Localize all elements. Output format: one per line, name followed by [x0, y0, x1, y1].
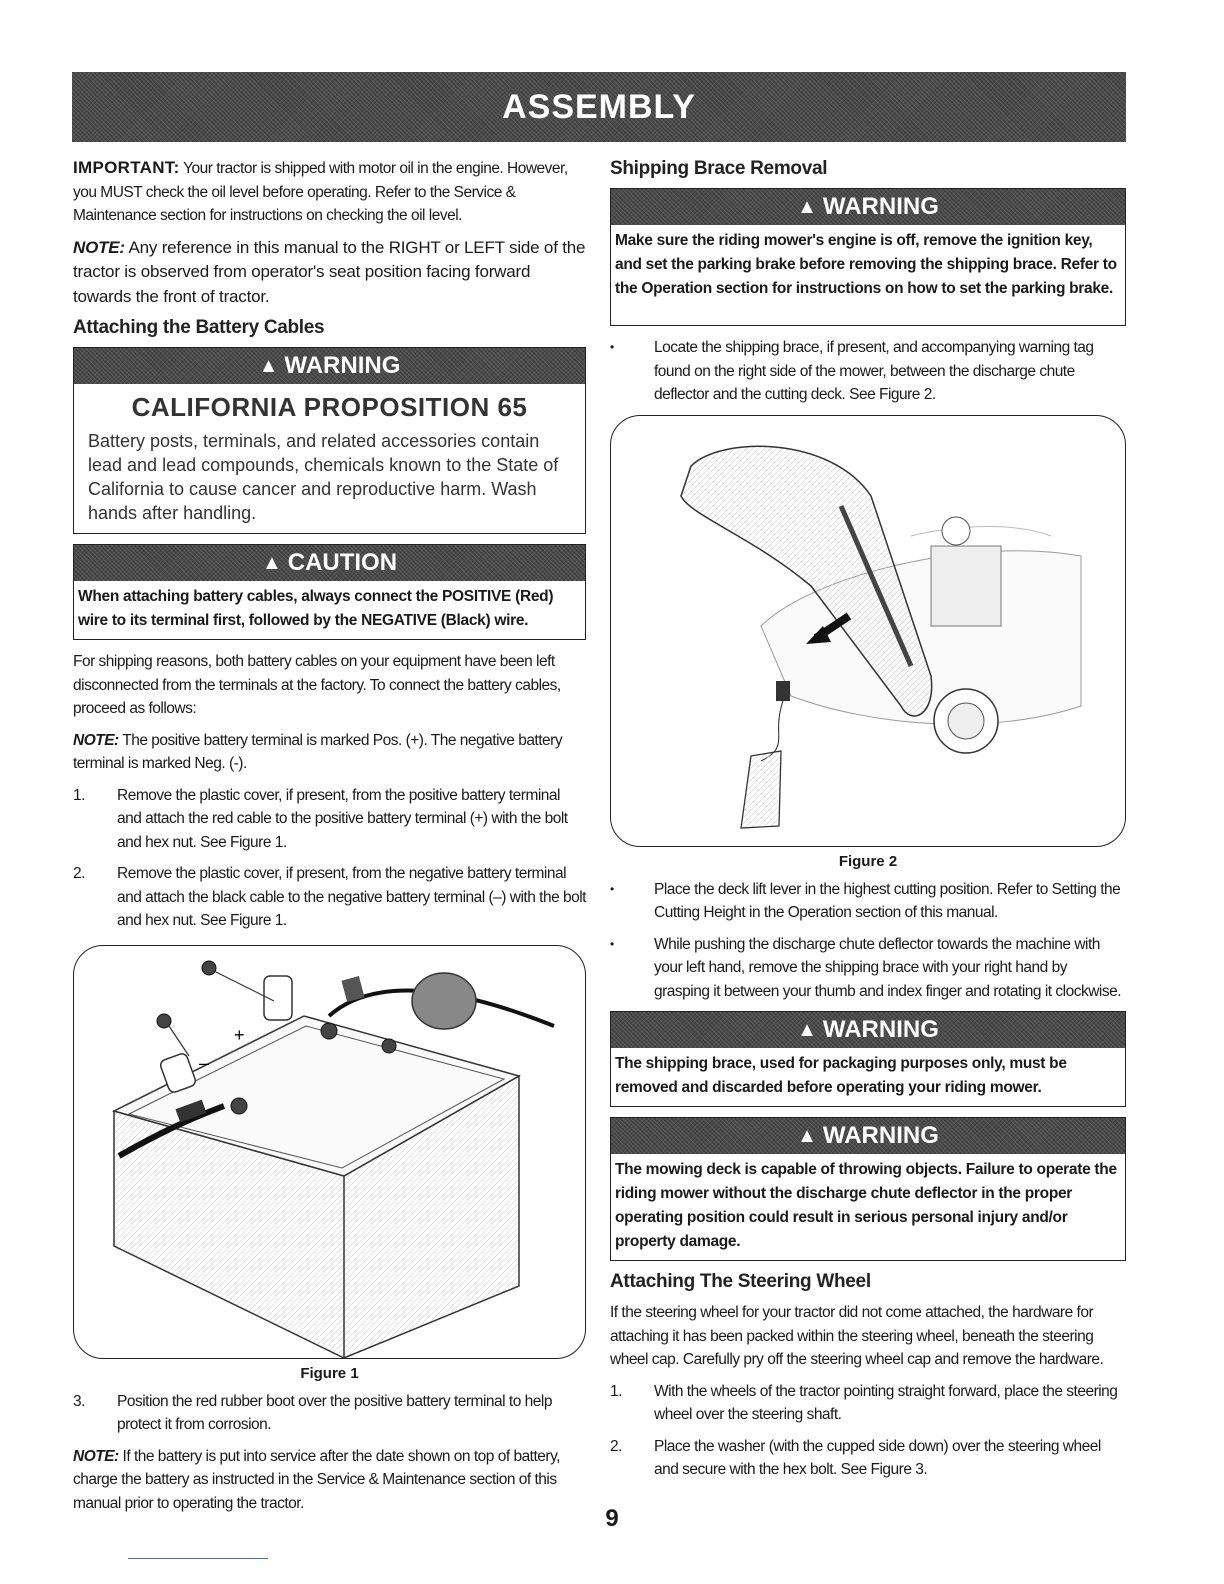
- battery-steps-list: [73, 784, 586, 933]
- prop65-warning-box: [73, 347, 586, 534]
- step-text: Remove the plastic cover, if present, from the negative battery terminal and attach the black cable to the negative battery terminal (–) with the bolt and hex nut. See Figure 1.: [117, 865, 586, 929]
- warning-label: WARNING: [822, 193, 939, 220]
- step-text: With the wheels of the tractor pointing straight forward, place the steering wheel over the steering shaft.: [654, 1382, 1118, 1423]
- left-column: [73, 156, 586, 1523]
- warning-header: [611, 189, 1125, 225]
- note-text: Any reference in this manual to the RIGHT or LEFT side of the tractor is observed from operator's seat position facing forward towards the front of tractor.: [73, 237, 586, 306]
- mower-illustration: [611, 416, 1123, 846]
- section-banner: [72, 72, 1126, 142]
- warning-text: Make sure the riding mower's engine is off, remove the ignition key, and set the parking brake before removing the shipping brace. Refer to the Operation section for instructions on how to set the parking brake.: [615, 232, 1117, 297]
- warning-triangle-icon: ▲: [797, 1124, 817, 1147]
- warning-box-brake: [610, 188, 1126, 326]
- step-number: 3.: [73, 1392, 85, 1410]
- list-item: [610, 1380, 1126, 1427]
- shipping-brace-heading: Shipping Brace Removal: [610, 158, 828, 179]
- step-number: 2.: [610, 1437, 622, 1455]
- battery-heading: Attaching the Battery Cables: [73, 317, 325, 338]
- caution-label: CAUTION: [287, 549, 398, 576]
- page-title: ASSEMBLY: [502, 87, 696, 126]
- terminal-note-paragraph: [73, 729, 586, 776]
- warning-triangle-icon: ▲: [797, 195, 817, 218]
- step-number: 1.: [610, 1382, 622, 1400]
- prop65-warning-header: [74, 348, 585, 384]
- list-item: [73, 862, 586, 933]
- note-label: NOTE:: [73, 1447, 119, 1465]
- list-item: • While pushing the discharge chute deflector towards the machine with your left hand, remove the shipping brace with your right hand by grasping it between your thumb and index finger and rotating it clockwise.: [610, 933, 1126, 1004]
- important-paragraph: [73, 156, 586, 228]
- steering-intro: If the steering wheel for your tractor did not come attached, the hardware for attaching it has been packed within the steering wheel, beneath the steering wheel cap. Carefully pry off the steering wheel cap and remove the hardware.: [610, 1304, 1104, 1368]
- warning-box-brace: [610, 1011, 1126, 1107]
- shipping-bullets-1: [610, 336, 1126, 407]
- step-text: Remove the plastic cover, if present, from the positive battery terminal and attach the red cable to the positive battery terminal (+) with the bolt and hex nut. See Figure 1.: [117, 786, 568, 851]
- note-label: NOTE:: [73, 731, 119, 749]
- battery-step-3-list: [73, 1390, 586, 1437]
- warning-box-deck: [610, 1117, 1126, 1261]
- list-item: • Place the deck lift lever in the highest cutting position. Refer to Setting the Cutting Height in the Operation section of this manual.: [610, 878, 1126, 925]
- shipping-bullets-2: [610, 878, 1126, 1004]
- figure-1-minus-label: –: [199, 1052, 210, 1073]
- warning-label: WARNING: [822, 1122, 939, 1149]
- step-text: Place the washer (with the cupped side down) over the steering wheel and secure with the hex bolt. See Figure 3.: [654, 1437, 1101, 1478]
- warning-text: The shipping brace, used for packaging purposes only, must be removed and discarded before operating your riding mower.: [615, 1055, 1067, 1096]
- prop65-title: CALIFORNIA PROPOSITION 65: [131, 392, 528, 422]
- note-text: The positive battery terminal is marked Pos. (+). The negative battery terminal is marked Neg. (-).: [73, 731, 563, 772]
- footer-rule: [128, 1558, 268, 1559]
- note-text: If the battery is put into service after the date shown on top of battery, charge the battery as instructed in the Service & Maintenance section of this manual prior to operating the tractor.: [73, 1447, 560, 1512]
- note-label: NOTE:: [73, 237, 125, 257]
- caution-header: [74, 545, 585, 581]
- list-item: [73, 1390, 586, 1437]
- warning-header: [611, 1012, 1125, 1048]
- prop65-text: Battery posts, terminals, and related accessories contain lead and lead compounds, chemicals known to the State of California to cause cancer and reproductive harm. Wash hands after handling.: [88, 431, 559, 523]
- battery-illustration: [74, 946, 584, 1358]
- figure-1-battery: [73, 945, 586, 1359]
- figure-2-mower: [610, 415, 1126, 847]
- page-number: 9: [605, 1505, 619, 1532]
- warning-header: [611, 1118, 1125, 1154]
- list-item: [610, 1435, 1126, 1482]
- steering-steps-list: [610, 1380, 1126, 1482]
- shipping-reasons-paragraph: For shipping reasons, both battery cables on your equipment have been left disconnected from the terminals at the factory. To connect the battery cables, proceed as follows:: [73, 653, 561, 717]
- warning-text: The mowing deck is capable of throwing objects. Failure to operate the riding mower without the discharge chute deflector in the proper operating position could result in serious personal injury and/or property damage.: [615, 1161, 1117, 1250]
- figure-1-plus-label: +: [234, 1024, 245, 1045]
- steering-heading: Attaching The Steering Wheel: [610, 1271, 871, 1292]
- right-column: [610, 156, 1126, 1490]
- prop65-warning-label: WARNING: [284, 352, 401, 379]
- warning-triangle-icon: ▲: [797, 1018, 817, 1041]
- figure-1-caption: Figure 1: [300, 1364, 359, 1382]
- figure-2-caption: Figure 2: [838, 852, 898, 870]
- warning-triangle-icon: ▲: [258, 354, 279, 377]
- caution-text: When attaching battery cables, always connect the POSITIVE (Red) wire to its terminal first, followed by the NEGATIVE (Black) wire.: [78, 588, 554, 629]
- important-text: Your tractor is shipped with motor oil in the engine. However, you MUST check the oil level before operating. Refer to the Service & Maintenance section for instructions on checking the oil level.: [73, 160, 568, 224]
- list-item: [73, 784, 586, 855]
- caution-triangle-icon: ▲: [261, 551, 282, 574]
- step-text: Position the red rubber boot over the positive battery terminal to help protect it from corrosion.: [117, 1392, 552, 1433]
- step-number: 2.: [73, 865, 85, 882]
- list-item: • Locate the shipping brace, if present, and accompanying warning tag found on the right side of the mower, between the discharge chute deflector and the cutting deck. See Figure 2.: [610, 336, 1126, 407]
- warning-label: WARNING: [822, 1016, 939, 1043]
- step-number: 1.: [73, 786, 85, 804]
- caution-box: [73, 544, 586, 640]
- note-paragraph: [73, 236, 586, 310]
- important-label: IMPORTANT:: [73, 158, 180, 177]
